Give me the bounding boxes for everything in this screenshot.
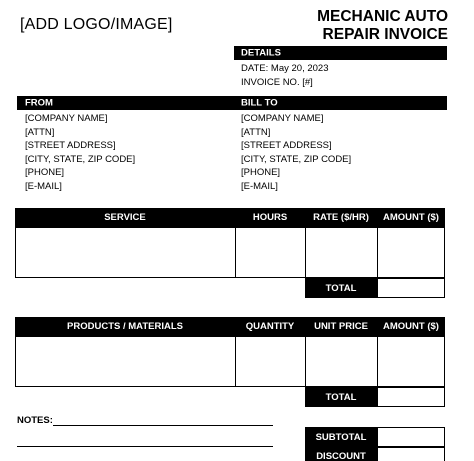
service-total-label: TOTAL: [305, 278, 377, 298]
service-divider-amount: [377, 227, 378, 278]
invoice-title: [248, 8, 448, 44]
unit-price-column-header: UNIT PRICE: [314, 321, 368, 332]
from-address-block: [25, 112, 135, 193]
products-table-header: [15, 317, 445, 336]
products-table-body[interactable]: [15, 336, 445, 387]
hours-column-header: HOURS: [252, 212, 288, 223]
bill-to-attn: [ATTN]: [241, 126, 271, 138]
service-divider-hours: [235, 227, 236, 278]
amount-column-header: AMOUNT ($): [383, 212, 439, 223]
discount-label: DISCOUNT: [305, 447, 377, 461]
products-amount-column-header: AMOUNT ($): [383, 321, 439, 332]
notes-line-1[interactable]: [53, 425, 273, 426]
address-header-bar: [17, 96, 447, 110]
products-divider-unit-price: [305, 336, 306, 387]
from-email: [E-MAIL]: [25, 180, 62, 192]
invoice-number: INVOICE NO. [#]: [241, 77, 313, 88]
subtotal-label: SUBTOTAL: [305, 427, 377, 447]
from-phone: [PHONE]: [25, 167, 65, 178]
service-table-header: [15, 208, 445, 227]
logo-placeholder: [ADD LOGO/IMAGE]: [20, 16, 173, 33]
bill-to-company-name: [COMPANY NAME]: [241, 113, 324, 124]
products-column-header: PRODUCTS / MATERIALS: [67, 321, 183, 332]
invoice-date: DATE: May 20, 2023: [241, 63, 329, 74]
products-divider-quantity: [235, 336, 236, 387]
notes-label: NOTES:: [17, 415, 53, 426]
products-total-value[interactable]: [377, 387, 445, 407]
bill-to-city-state-zip: [CITY, STATE, ZIP CODE]: [241, 153, 352, 165]
bill-to-email: [E-MAIL]: [241, 180, 278, 192]
subtotal-value[interactable]: [377, 427, 445, 447]
service-column-header: SERVICE: [104, 212, 146, 223]
invoice-title-line-2: REPAIR INVOICE: [322, 26, 448, 43]
details-heading: DETAILS: [241, 47, 281, 59]
bill-to-street-address: [STREET ADDRESS]: [241, 140, 332, 151]
notes-line-2[interactable]: [17, 446, 273, 447]
quantity-column-header: QUANTITY: [245, 321, 295, 332]
from-heading: FROM: [25, 97, 53, 109]
bill-to-address-block: [241, 112, 351, 193]
from-city-state-zip: [CITY, STATE, ZIP CODE]: [25, 153, 136, 165]
from-attn: [ATTN]: [25, 126, 55, 138]
invoice-title-line-1: MECHANIC AUTO: [317, 8, 448, 25]
from-street-address: [STREET ADDRESS]: [25, 140, 116, 151]
service-divider-rate: [305, 227, 306, 278]
from-company-name: [COMPANY NAME]: [25, 113, 108, 124]
products-divider-amount: [377, 336, 378, 387]
service-total-value[interactable]: [377, 278, 445, 298]
details-header: [234, 46, 447, 60]
rate-column-header: RATE ($/HR): [313, 212, 369, 223]
bill-to-heading: BILL TO: [241, 97, 278, 109]
bill-to-phone: [PHONE]: [241, 167, 281, 178]
discount-value[interactable]: [377, 447, 445, 461]
products-total-label: TOTAL: [305, 387, 377, 407]
service-table-body[interactable]: [15, 227, 445, 278]
